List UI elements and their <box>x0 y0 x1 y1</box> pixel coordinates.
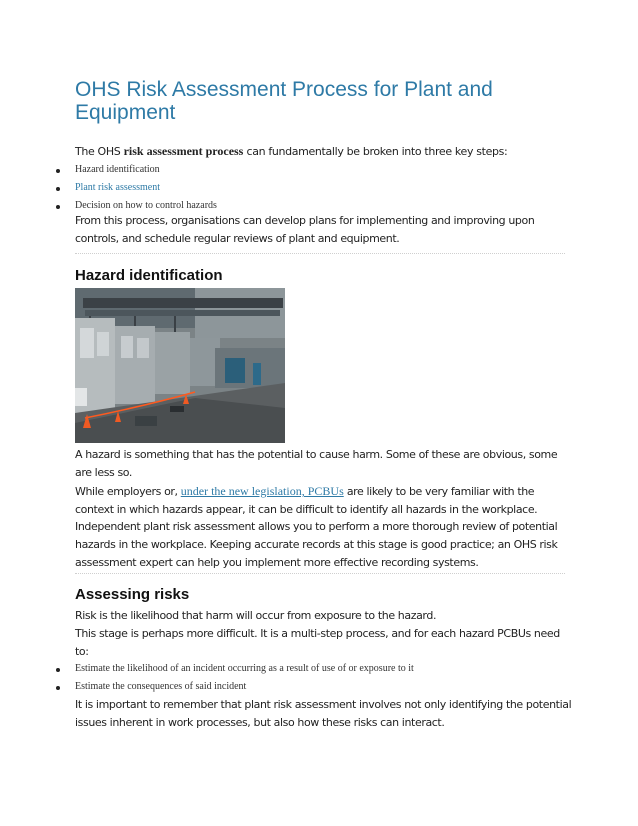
assessing-paragraph-2: This stage is perhaps more difficult. It is a multi-step process, and for each hazard PCBUs need to: <box>75 627 560 658</box>
intro-line <box>75 144 507 159</box>
assessing-step-label: Estimate the likelihood of an incident occurring as a result of use of or exposure to it <box>75 663 414 674</box>
page-title: OHS Risk Assessment Process for Plant and Equipment <box>75 78 493 124</box>
assessing-step-label: Estimate the consequences of said incident <box>75 681 247 692</box>
bullet-icon <box>56 686 60 690</box>
bullet-icon <box>56 169 60 173</box>
plant-risk-assessment-link[interactable]: Plant risk assessment <box>75 182 160 193</box>
step-label: Hazard identification <box>75 164 160 175</box>
assessing-paragraph-3: It is important to remember that plant risk assessment involves not only identifying the potential issues inherent in work processes, but also how these risks can interact. <box>75 698 572 729</box>
bullet-icon <box>56 187 60 191</box>
hazard-paragraph-2-before: While employers or, <box>75 485 181 498</box>
hazard-paragraph-3: Independent plant risk assessment allows you to perform a more thorough review of potential hazards in the workplace. Keeping accurate records at this stage is good practice; an OHS risk assessment expert can help you implement more effective recording systems. <box>75 520 558 569</box>
hazard-paragraph-1: A hazard is something that has the potential to cause harm. Some of these are obvious, some are less so. <box>75 448 558 479</box>
assessing-paragraph-1: Risk is the likelihood that harm will occur from exposure to the hazard. <box>75 609 437 622</box>
intro-text-before: The OHS <box>75 145 124 158</box>
new-legislation-pcbus-link[interactable]: under the new legislation, PCBUs <box>180 484 344 498</box>
intro-text-after: can fundamentally be broken into three key steps: <box>243 145 508 158</box>
assessing-risks-heading: Assessing risks <box>75 586 190 603</box>
bullet-icon <box>56 668 60 672</box>
step-label: Decision on how to control hazards <box>75 200 217 211</box>
section-divider <box>75 573 565 574</box>
hazard-paragraph-2-after: are likely to be very familiar with the context in which hazards appear, it can be difficult to identify all hazards in the workplace. <box>75 485 538 516</box>
hazard-paragraph-2 <box>75 482 575 519</box>
plant-equipment-photo <box>75 288 285 443</box>
bullet-icon <box>56 205 60 209</box>
process-paragraph: From this process, organisations can develop plans for implementing and improving upon controls, and schedule regular reviews of plant and equipment. <box>75 214 535 245</box>
section-divider <box>75 253 565 254</box>
intro-bold-term: risk assessment process <box>123 144 244 158</box>
hazard-heading: Hazard identification <box>75 267 223 284</box>
